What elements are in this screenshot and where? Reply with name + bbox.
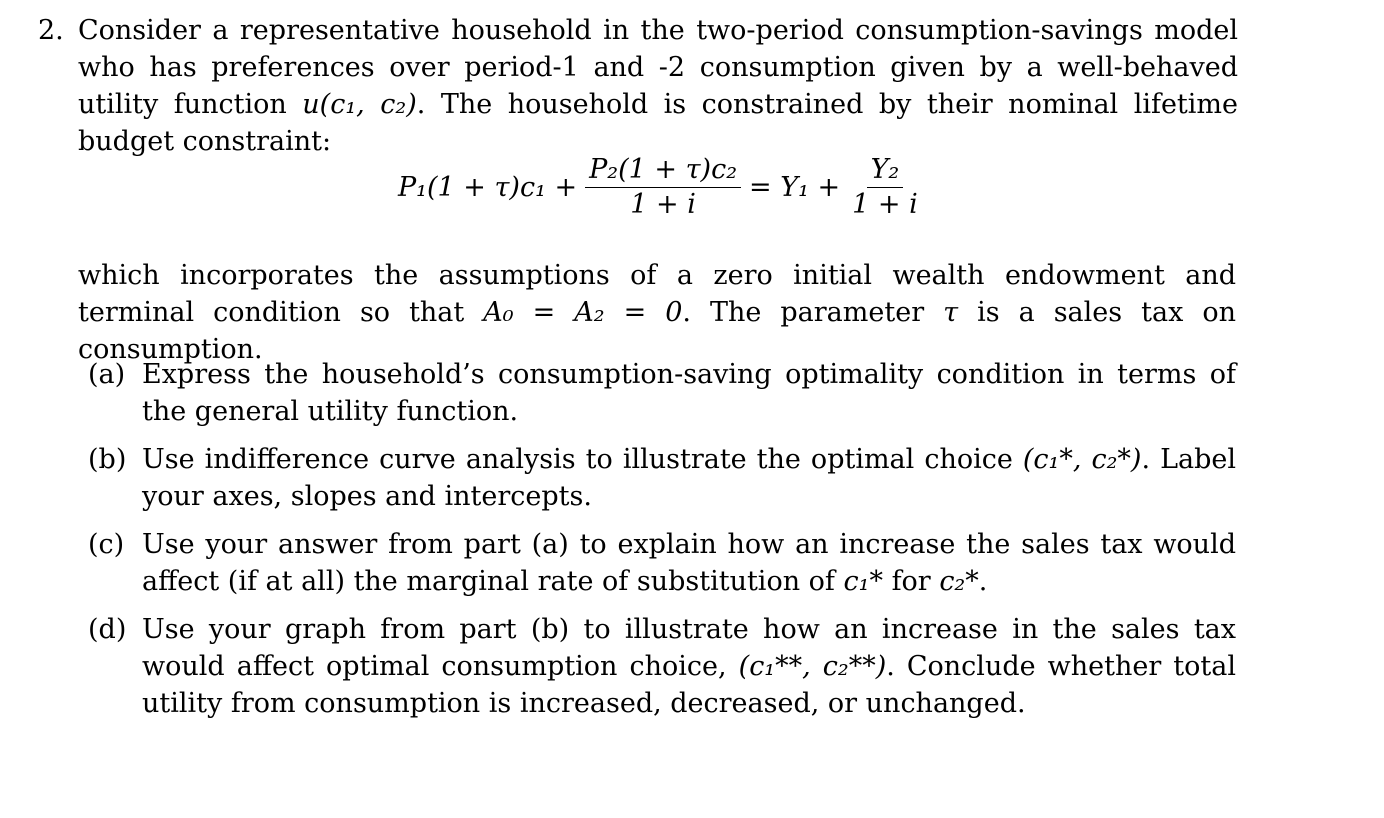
part-d-label: (d)	[88, 614, 127, 645]
intro-text: Consider a representative household in the two-period consumption-savings model who has preferences over period-1 and -2 consumption given by a well-behaved utility function	[78, 15, 1238, 120]
assumptions-text-a: which incorporates the assumptions of a zero initial wealth endowment and terminal condition so that	[78, 260, 1236, 328]
part-b-label: (b)	[88, 444, 127, 475]
part-c-label: (c)	[88, 529, 125, 560]
part-d	[88, 611, 1236, 722]
intro-end-text: . The household is constrained by their nominal lifetime budget constraint:	[78, 89, 1239, 157]
part-c-text-c: .	[978, 566, 988, 597]
part-a-text: Express the household’s consumption-saving optimality condition in terms of the general utility function.	[142, 359, 1236, 427]
part-b	[88, 441, 1236, 515]
eq-lhs-numerator: P₂(1 + τ)c₂	[585, 153, 741, 188]
intro-paragraph	[78, 12, 1238, 160]
eq-equals-term: = Y₁ +	[749, 171, 841, 203]
part-c-c2-math: c₂*	[939, 566, 979, 597]
eq-lhs-denominator: 1 + i	[630, 188, 696, 220]
part-d-text-b: . Conclude whether total utility from consumption is increased, decreased, or unchanged.	[142, 651, 1236, 719]
part-a	[88, 356, 1236, 430]
eq-rhs-numerator: Y₂	[867, 153, 904, 188]
part-b-text-b: . Label your axes, slopes and intercepts.	[142, 444, 1236, 512]
terminal-condition-math: A₀ = A₂ = 0	[483, 297, 683, 328]
assumptions-paragraph	[78, 257, 1236, 368]
part-c	[88, 526, 1236, 600]
part-a-label: (a)	[88, 359, 126, 390]
tau-symbol: τ	[943, 297, 959, 328]
eq-lhs-fraction	[585, 153, 741, 222]
question-parts-list	[88, 356, 1236, 733]
part-d-new-choice-math: (c₁**, c₂**)	[738, 651, 887, 682]
part-b-text-a: Use indifference curve analysis to illustrate the optimal choice	[142, 444, 1013, 475]
question-number: 2.	[38, 15, 64, 46]
part-b-optimal-choice-math: (c₁*, c₂*)	[1022, 444, 1142, 475]
eq-rhs-denominator: 1 + i	[852, 188, 918, 220]
part-c-text-b: for	[891, 566, 931, 597]
assumptions-text-b: . The parameter	[682, 297, 925, 328]
part-c-text-a: Use your answer from part (a) to explain how an increase the sales tax would affect (if at all) the marginal rate of substitution of	[142, 529, 1236, 597]
budget-constraint-equation	[398, 150, 930, 224]
part-c-c1-math: c₁*	[843, 566, 883, 597]
question-intro	[38, 12, 1238, 160]
assumptions-text-c: is a sales tax on consumption.	[78, 297, 1236, 365]
utility-function-math: u(c₁, c₂)	[302, 89, 417, 120]
eq-rhs-fraction	[848, 153, 922, 222]
part-d-text-a: Use your graph from part (b) to illustrate how an increase in the sales tax would affect optimal consumption choice,	[142, 614, 1236, 682]
eq-lhs-first-term: P₁(1 + τ)c₁ +	[398, 171, 578, 203]
